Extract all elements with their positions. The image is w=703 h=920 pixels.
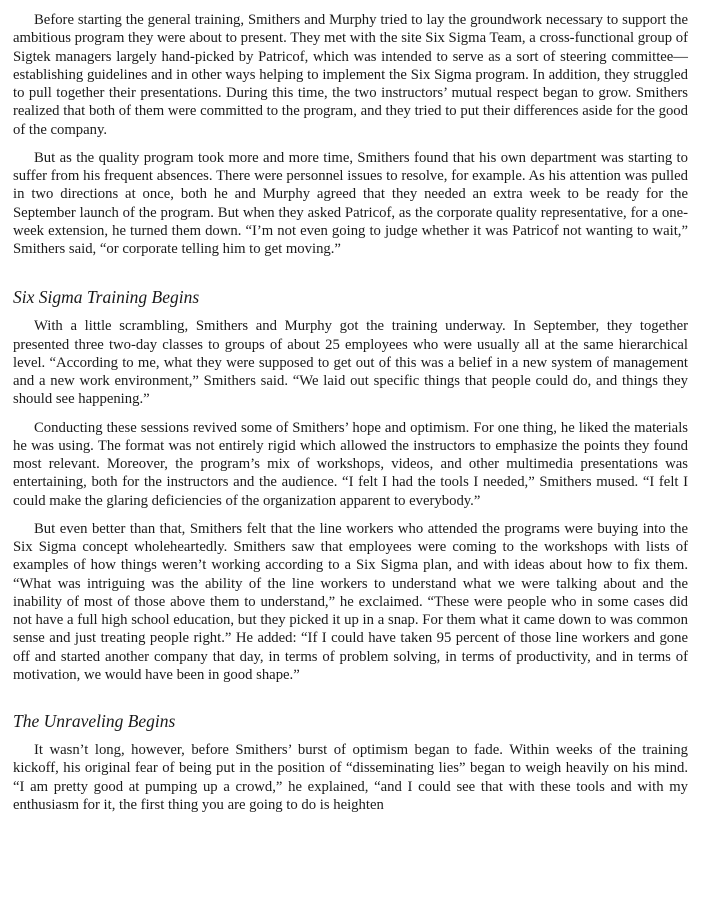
paragraph-groundwork: Before starting the general training, Smithers and Murphy tried to lay the groundwork necessary to support the ambitious program they were about to present. They met with the site Six Sigma Team, a cross-functional group of Sigtek managers largely hand-picked by Patricof, which was intended to serve as a sort of steering committee—establishing guidelines and in other ways helping to implement the Six Sigma program. In addition, they struggled to pull together their presentations. During this time, the two instructors’ mutual respect began to grow. Smithers realized that both of them were committed to the program, and they tried to put their differences aside for the good of the company. <box>13 12 688 138</box>
paragraph-training-underway: With a little scrambling, Smithers and Murphy got the training underway. In September, they together presented three two-day classes to groups of about 25 employees who were usually all at the same hierarchical level. “According to me, what they were supposed to get out of this was a belief in a new system of management and a new work environment,” Smithers said. “We laid out specific things that people could do, and things they should see happening.” <box>13 318 688 408</box>
document-page <box>13 11 688 814</box>
paragraph-revived-optimism: Conducting these sessions revived some of Smithers’ hope and optimism. For one thing, he liked the materials he was using. The format was not entirely rigid which allowed the instructors to emphasize the points they found most relevant. Moreover, the program’s mix of workshops, videos, and other multimedia presentations was entertaining, both for the instructors and the audience. “I felt I had the tools I needed,” Smithers mused. “I felt I could make the glaring deficiencies of the organization apparent to everybody.” <box>13 419 688 509</box>
paragraph-line-workers: But even better than that, Smithers felt that the line workers who attended the programs were buying into the Six Sigma concept wholeheartedly. Smithers saw that employees were coming to the workshops with lists of examples of how things weren’t working according to a Six Sigma plan, and with ideas about how to fix them. “What was intriguing was the ability of the line workers to understand what we were talking about and the inability of most of those above them to understand,” he exclaimed. “These were people who in some cases did not have a full high school education, but they picked it up in a snap. For them what it came down to was common sense and just treating people right.” He added: “If I could have taken 95 percent of those line workers and gone off and started another company that day, in terms of problem solving, in terms of productivity, and in terms of motivation, we would have been in good shape.” <box>13 520 688 683</box>
section-heading-training-begins: Six Sigma Training Begins <box>13 287 200 308</box>
section-heading-unraveling-begins: The Unraveling Begins <box>13 711 176 731</box>
paragraph-extension-request: But as the quality program took more and more time, Smithers found that his own department was starting to suffer from his frequent absences. There were personnel issues to resolve, for example. As his attention was pulled in two directions at once, both he and Murphy agreed that they needed an extra week to be ready for the September launch of the program. But when they asked Patricof, as the corporate quality representative, for a one-week extension, he turned them down. “I’m not even going to judge whether it was Patricof not wanting to wait,” Smithers said, “or corporate telling him to get moving.” <box>13 149 688 257</box>
paragraph-optimism-fades: It wasn’t long, however, before Smithers’ burst of optimism began to fade. Within weeks of the training kickoff, his original fear of being put in the position of “disseminating lies” began to weigh heavily on his mind. “I am pretty good at pumping up a crowd,” he explained, “and I could see that with these tools and with my enthusiasm for it, the first thing you are going to do is heighten <box>13 742 688 813</box>
